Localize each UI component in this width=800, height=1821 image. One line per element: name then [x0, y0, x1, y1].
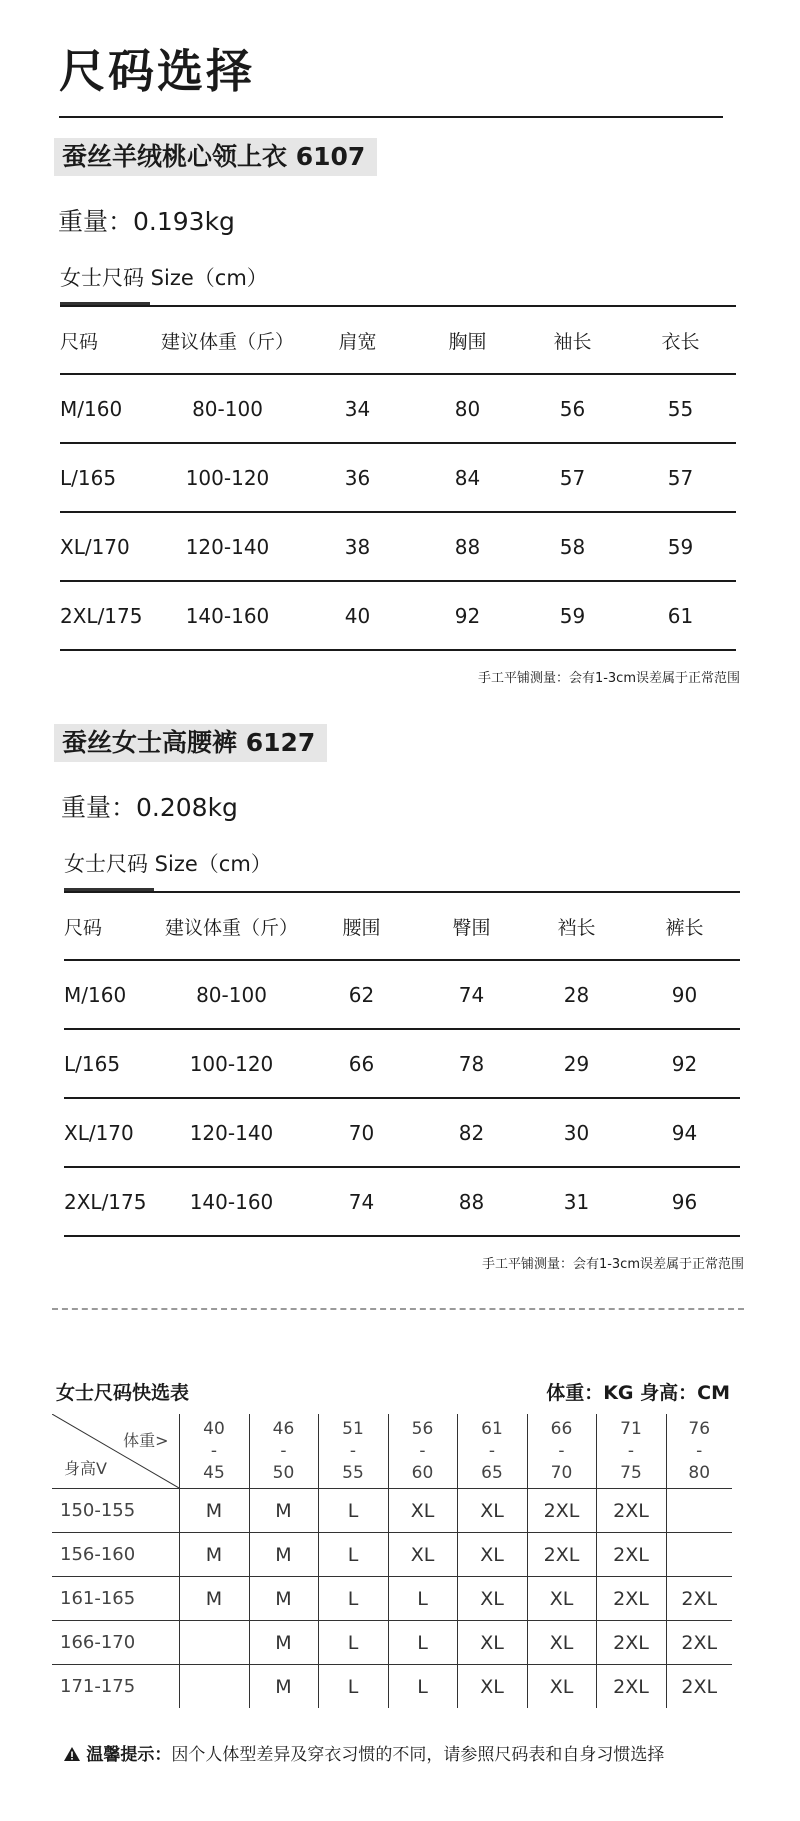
size-cell: XL — [388, 1533, 457, 1577]
table-row — [60, 581, 736, 650]
table-cell: 80-100 — [155, 374, 300, 443]
weight-dash: - — [419, 1441, 426, 1461]
table-cell: 80-100 — [159, 960, 304, 1029]
table-cell: 29 — [524, 1029, 629, 1098]
corner-cell — [52, 1414, 179, 1489]
size-cell: M — [249, 1533, 318, 1577]
measure-note: 手工平铺测量：会有1-3cm误差属于正常范围 — [481, 1257, 744, 1272]
header-cell: 裆长 — [524, 892, 629, 960]
weight-max: 70 — [550, 1463, 573, 1483]
weight-dash: - — [349, 1441, 357, 1461]
table-cell: 62 — [304, 960, 419, 1029]
size-cell: M — [249, 1665, 318, 1709]
dashed-divider — [52, 1308, 744, 1310]
size-cell: L — [318, 1621, 388, 1665]
table-header-row — [60, 306, 736, 374]
header-cell: 袖长 — [520, 306, 625, 374]
table-cell: 140-160 — [159, 1167, 304, 1236]
size-cell: M — [179, 1577, 249, 1621]
size-cell: L — [318, 1577, 388, 1621]
size-cell: 2XL — [666, 1577, 732, 1621]
size-cell: XL — [527, 1577, 596, 1621]
size-cell: M — [249, 1577, 318, 1621]
weight-min: 51 — [342, 1419, 364, 1439]
table-cell: 66 — [304, 1029, 419, 1098]
height-range: 166-170 — [52, 1621, 179, 1665]
table-cell: 59 — [625, 512, 736, 581]
table-cell: 100-120 — [159, 1029, 304, 1098]
size-cell — [666, 1489, 732, 1533]
header-cell: 臀围 — [419, 892, 524, 960]
table-row — [60, 512, 736, 581]
size-cell: 2XL — [596, 1665, 666, 1709]
warning-tip — [63, 1740, 664, 1765]
weight-dash: - — [210, 1441, 218, 1461]
size-table — [64, 891, 740, 1237]
size-cell — [179, 1665, 249, 1709]
weight-min: 66 — [550, 1419, 573, 1439]
size-cell: M — [179, 1533, 249, 1577]
table-cell: 70 — [304, 1098, 419, 1167]
size-cell: L — [318, 1665, 388, 1709]
weight-dash: - — [280, 1441, 287, 1461]
weight-range-header — [318, 1414, 388, 1489]
weight-max: 75 — [620, 1463, 642, 1483]
size-cell: XL — [457, 1489, 527, 1533]
quick-table-row — [52, 1489, 732, 1533]
table-cell: 74 — [304, 1167, 419, 1236]
table-cell: 84 — [415, 443, 520, 512]
table-cell: L/165 — [64, 1029, 159, 1098]
unit-label: 体重：KG 身高：CM — [546, 1382, 730, 1404]
warning-text: 因个人体型差异及穿衣习惯的不同，请参照尺码表和自身习惯选择 — [171, 1745, 665, 1765]
size-cell: 2XL — [666, 1665, 732, 1709]
table-cell: 34 — [300, 374, 415, 443]
size-cell: 2XL — [527, 1533, 596, 1577]
height-range: 171-175 — [60, 1676, 136, 1697]
header-cell: 衣长 — [625, 306, 736, 374]
header-cell: 腰围 — [304, 892, 419, 960]
header-cell: 肩宽 — [300, 306, 415, 374]
measure-note: 手工平铺测量：会有1-3cm误差属于正常范围 — [477, 671, 740, 686]
size-cell: M — [179, 1489, 249, 1533]
table-cell: 58 — [520, 512, 625, 581]
table-row — [64, 960, 740, 1029]
table-cell: 82 — [419, 1098, 524, 1167]
product-weight: 重量：0.208kg — [61, 793, 238, 822]
weight-max: 60 — [411, 1463, 434, 1483]
table-cell: 94 — [629, 1098, 740, 1167]
size-cell: XL — [457, 1665, 527, 1709]
weight-range-header — [249, 1414, 318, 1489]
table-cell: 56 — [520, 374, 625, 443]
weight-min: 61 — [481, 1419, 503, 1439]
weight-min: 76 — [688, 1419, 711, 1439]
table-cell: 140-160 — [155, 581, 300, 650]
quick-header-row — [52, 1414, 732, 1489]
table-cell: M/160 — [60, 374, 155, 443]
weight-max: 55 — [342, 1463, 364, 1483]
weight-min: 40 — [203, 1419, 225, 1439]
size-cell: XL — [457, 1577, 527, 1621]
warning-triangle-icon — [63, 1746, 81, 1762]
product-name: 蚕丝羊绒桃心领上衣 6107 — [54, 138, 377, 176]
size-cell: XL — [457, 1533, 527, 1577]
table-cell: 120-140 — [159, 1098, 304, 1167]
weight-min: 56 — [411, 1419, 434, 1439]
size-cell — [666, 1533, 732, 1577]
weight-min: 71 — [620, 1419, 642, 1439]
header-cell: 建议体重（斤） — [159, 892, 304, 960]
table-cell: 59 — [520, 581, 625, 650]
weight-max: 80 — [688, 1463, 711, 1483]
weight-range-header — [596, 1414, 666, 1489]
table-cell: 88 — [415, 512, 520, 581]
table-header-row — [64, 892, 740, 960]
table-cell: 78 — [419, 1029, 524, 1098]
table-cell: 40 — [300, 581, 415, 650]
weight-max: 45 — [203, 1463, 225, 1483]
table-cell: 28 — [524, 960, 629, 1029]
weight-max: 65 — [481, 1463, 503, 1483]
table-cell: 30 — [524, 1098, 629, 1167]
table-cell: 96 — [629, 1167, 740, 1236]
size-cell: M — [249, 1621, 318, 1665]
size-tab-label[interactable]: 女士尺码 Size（cm） — [60, 266, 268, 290]
size-cell: M — [249, 1489, 318, 1533]
table-cell: 88 — [419, 1167, 524, 1236]
weight-range-header — [527, 1414, 596, 1489]
weight-range-header — [388, 1414, 457, 1489]
size-cell: L — [318, 1489, 388, 1533]
weight-dash: - — [696, 1441, 703, 1461]
quick-table-title: 女士尺码快选表 — [56, 1382, 190, 1404]
size-table — [60, 305, 736, 651]
table-row — [64, 1029, 740, 1098]
page-title: 尺码选择 — [59, 44, 255, 98]
size-cell: XL — [457, 1621, 527, 1665]
height-range: 161-165 — [52, 1577, 179, 1621]
size-tab-label[interactable]: 女士尺码 Size（cm） — [64, 852, 272, 876]
size-cell: L — [318, 1533, 388, 1577]
height-range: 156-160 — [52, 1533, 179, 1577]
header-cell: 胸围 — [415, 306, 520, 374]
weight-range-header — [457, 1414, 527, 1489]
table-cell: 92 — [629, 1029, 740, 1098]
quick-size-table — [52, 1414, 732, 1708]
size-cell: 2XL — [666, 1621, 732, 1665]
table-cell: 2XL/175 — [60, 581, 155, 650]
table-cell: L/165 — [60, 443, 155, 512]
table-row — [60, 374, 736, 443]
table-cell: 57 — [625, 443, 736, 512]
table-cell: 61 — [625, 581, 736, 650]
product-weight: 重量：0.193kg — [58, 207, 235, 236]
product-name: 蚕丝女士高腰裤 6127 — [54, 724, 327, 762]
table-cell: 38 — [300, 512, 415, 581]
weight-max: 50 — [272, 1463, 295, 1483]
weight-dash: - — [488, 1441, 496, 1461]
table-cell: 36 — [300, 443, 415, 512]
weight-dash: - — [627, 1441, 635, 1461]
size-cell: 2XL — [596, 1533, 666, 1577]
header-cell: 裤长 — [629, 892, 740, 960]
height-range: 150-155 — [52, 1489, 179, 1533]
header-cell: 尺码 — [64, 892, 159, 960]
table-cell: M/160 — [64, 960, 159, 1029]
header-cell: 尺码 — [60, 306, 155, 374]
quick-table-row — [52, 1621, 732, 1665]
warning-label: 温馨提示： — [86, 1745, 172, 1765]
weight-range-header — [179, 1414, 249, 1489]
table-cell: 2XL/175 — [64, 1167, 159, 1236]
table-cell: 31 — [524, 1167, 629, 1236]
size-cell: L — [388, 1621, 457, 1665]
size-cell: L — [388, 1665, 457, 1709]
quick-table-row — [52, 1577, 732, 1621]
table-cell: 100-120 — [155, 443, 300, 512]
table-cell: 57 — [520, 443, 625, 512]
size-cell: 2XL — [596, 1489, 666, 1533]
table-cell: 120-140 — [155, 512, 300, 581]
table-row — [64, 1098, 740, 1167]
corner-height-label: 身高V — [64, 1459, 107, 1478]
size-cell: 2XL — [527, 1489, 596, 1533]
table-cell: 92 — [415, 581, 520, 650]
corner-weight-label: 体重> — [123, 1431, 169, 1450]
size-cell: L — [388, 1577, 457, 1621]
size-cell — [179, 1621, 249, 1665]
size-cell: XL — [527, 1621, 596, 1665]
weight-dash: - — [558, 1441, 565, 1461]
table-cell: XL/170 — [60, 512, 155, 581]
weight-range-header — [666, 1414, 732, 1489]
quick-table-row — [52, 1665, 732, 1709]
title-divider — [59, 116, 723, 118]
table-row — [60, 443, 736, 512]
quick-table-row — [52, 1533, 732, 1577]
size-cell: XL — [388, 1489, 457, 1533]
header-cell: 建议体重（斤） — [155, 306, 300, 374]
weight-min: 46 — [272, 1419, 295, 1439]
size-cell: 2XL — [596, 1577, 666, 1621]
table-cell: 80 — [415, 374, 520, 443]
table-cell: 74 — [419, 960, 524, 1029]
size-cell: 2XL — [596, 1621, 666, 1665]
table-cell: XL/170 — [64, 1098, 159, 1167]
table-row — [64, 1167, 740, 1236]
table-cell: 55 — [625, 374, 736, 443]
size-cell: XL — [527, 1665, 596, 1709]
table-cell: 90 — [629, 960, 740, 1029]
